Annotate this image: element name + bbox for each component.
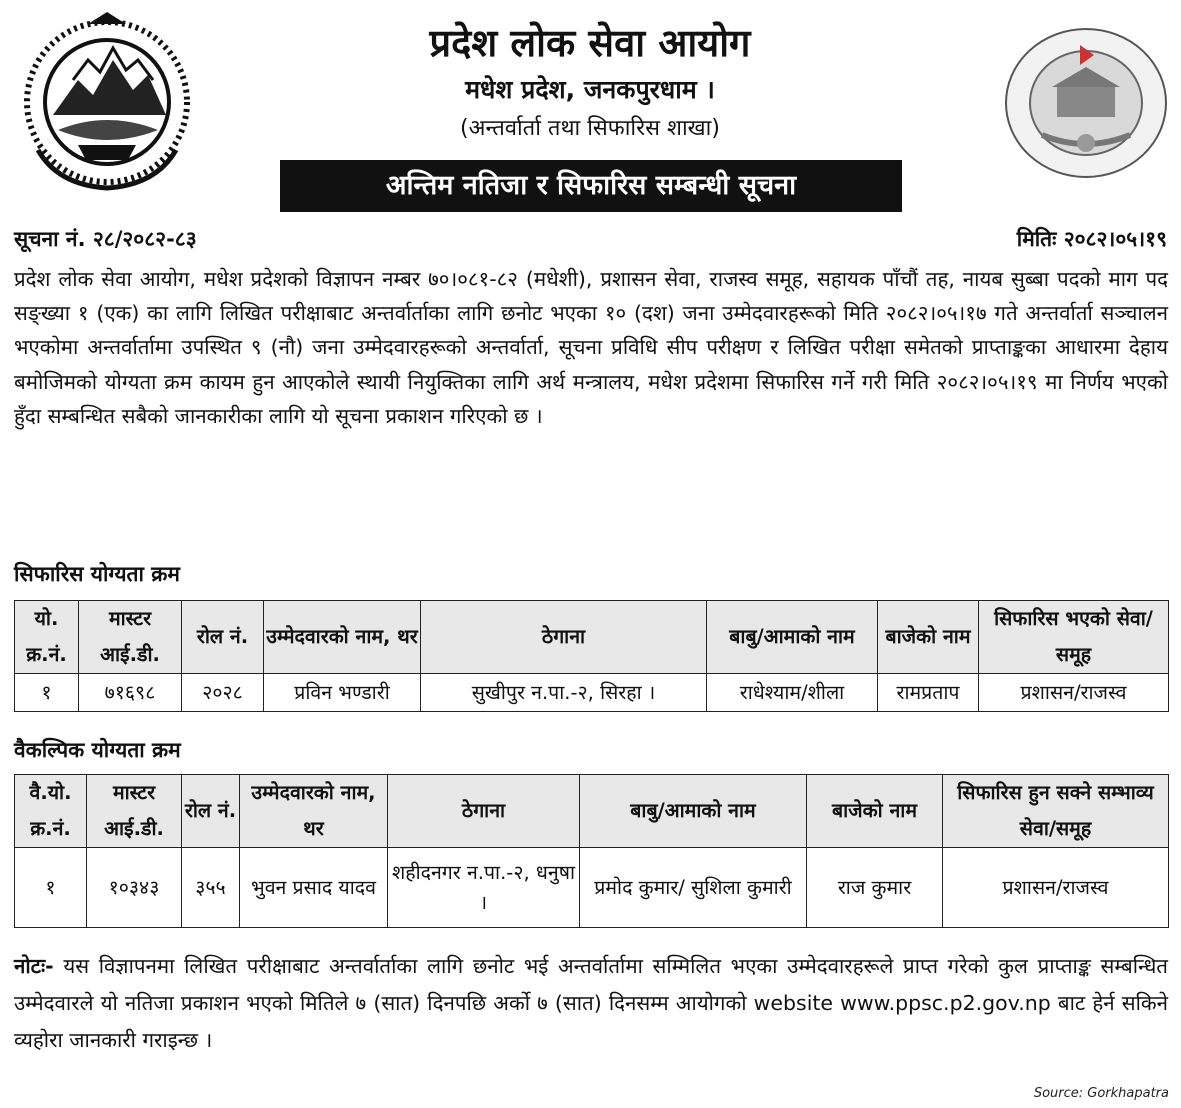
- notice-date: मितिः २०८२।०५।१९: [1016, 227, 1167, 251]
- header-cell: वै.यो. क्र.नं.: [15, 775, 87, 848]
- table-cell: प्रमोद कुमार/ सुशिला कुमारी: [580, 848, 807, 928]
- header-cell: यो. क्र.नं.: [15, 601, 79, 674]
- table-cell: १: [15, 674, 79, 712]
- table-cell: प्रविन भण्डारी: [264, 674, 421, 712]
- table-cell: राधेश्याम/शीला: [707, 674, 878, 712]
- recommended-table: [14, 600, 1169, 712]
- table-row: [15, 674, 1169, 712]
- table-cell: रामप्रताप: [878, 674, 979, 712]
- recommended-section-title: सिफारिस योग्यता क्रम: [14, 562, 180, 586]
- table-row: [15, 848, 1169, 928]
- table-header-row: [15, 601, 1169, 674]
- table-cell: ३५५: [182, 848, 240, 928]
- header-cell: बाबु/आमाको नाम: [707, 601, 878, 674]
- note-paragraph: [14, 948, 1168, 1059]
- province-name: मधेश प्रदेश, जनकपुरधाम ।: [465, 75, 715, 104]
- header-cell: उम्मेदवारको नाम, थर: [240, 775, 388, 848]
- header-cell: मास्टर आई.डी.: [87, 775, 182, 848]
- header-cell: रोल नं.: [182, 601, 264, 674]
- org-name: प्रदेश लोक सेवा आयोग: [429, 21, 751, 65]
- table-header-row: [15, 775, 1169, 848]
- header-cell: बाजेको नाम: [807, 775, 943, 848]
- header-cell: सिफारिस हुन सक्ने सम्भाव्य सेवा/समूह: [943, 775, 1169, 848]
- branch-name: (अन्तर्वार्ता तथा सिफारिस शाखा): [460, 116, 720, 141]
- header-cell: बाबु/आमाको नाम: [580, 775, 807, 848]
- header-cell: बाजेको नाम: [878, 601, 979, 674]
- nepal-government-emblem-icon: [18, 10, 196, 195]
- note-text: यस विज्ञापनमा लिखित परीक्षाबाट अन्तर्वार्ताका लागि छनोट भई अन्तर्वार्तामा सम्मिलित भएका उम्मेदवारहरूले प्राप्त गरेको कुल प्राप्ताङ्क सम्बन्धित उम्मेदवारले यो नतिजा प्रकाशन भएको मितिले ७ (सात) दिनपछि अर्को ७ (सात) दिनसम्म आयोगको website www.ppsc.p2.gov.np बाट हेर्न सकिने व्यहोरा जानकारी गराइन्छ ।: [14, 954, 1168, 1052]
- header-cell: रोल नं.: [182, 775, 240, 848]
- notice-header: [0, 0, 1181, 215]
- header-cell: ठेगाना: [421, 601, 707, 674]
- notice-number: सूचना नं. २८/२०८२-८३: [14, 227, 197, 251]
- notice-title-banner: अन्तिम नतिजा र सिफारिस सम्बन्धी सूचना: [280, 160, 902, 212]
- table-cell: २०२८: [182, 674, 264, 712]
- header-cell: मास्टर आई.डी.: [79, 601, 182, 674]
- ppsc-madhesh-seal-icon: [1002, 25, 1170, 180]
- notice-body: प्रदेश लोक सेवा आयोग, मधेश प्रदेशको विज्ञापन नम्बर ७०।०८१-८२ (मधेशी), प्रशासन सेवा, राजस्व समूह, सहायक पाँचौं तह, नायब सुब्बा पदको माग पद सङ्ख्या १ (एक) का लागि लिखित परीक्षाबाट अन्तर्वार्ताका लागि छनोट भएका १० (दश) जना उम्मेदवारहरूको मिति २०८२।०५।१७ गते अन्तर्वार्ता सञ्चालन भएकोमा अन्तर्वार्तामा उपस्थित ९ (नौ) जना उम्मेदवारहरूको अन्तर्वार्ता, सूचना प्रविधि सीप परीक्षण र लिखित परीक्षा समेतको प्राप्ताङ्कका आधारमा देहाय बमोजिमको योग्यता क्रम कायम हुन आएकोले स्थायी नियुक्तिका लागि अर्थ मन्त्रालय, मधेश प्रदेशमा सिफारिस गर्ने गरी मिति २०८२।०५।१९ मा निर्णय भएको हुँदा सम्बन्धित सबैको जानकारीका लागि यो सूचना प्रकाशन गरिएको छ ।: [14, 267, 1168, 428]
- table-cell: १: [15, 848, 87, 928]
- table-cell: प्रशासन/राजस्व: [979, 674, 1169, 712]
- alternate-table: [14, 774, 1169, 928]
- table-cell: १०३४३: [87, 848, 182, 928]
- table-cell: प्रशासन/राजस्व: [943, 848, 1169, 928]
- table-cell: राज कुमार: [807, 848, 943, 928]
- table-cell: भुवन प्रसाद यादव: [240, 848, 388, 928]
- header-cell: ठेगाना: [388, 775, 580, 848]
- header-cell: सिफारिस भएको सेवा/समूह: [979, 601, 1169, 674]
- header-cell: उम्मेदवारको नाम, थर: [264, 601, 421, 674]
- table-cell: शहीदनगर न.पा.-२, धनुषा ।: [388, 848, 580, 928]
- table-cell: सुखीपुर न.पा.-२, सिरहा ।: [421, 674, 707, 712]
- note-label: नोटः-: [14, 954, 54, 978]
- source-credit: Source: Gorkhapatra: [1033, 1086, 1169, 1101]
- alternate-section-title: वैकल्पिक योग्यता क्रम: [14, 738, 181, 762]
- table-cell: ७१६९८: [79, 674, 182, 712]
